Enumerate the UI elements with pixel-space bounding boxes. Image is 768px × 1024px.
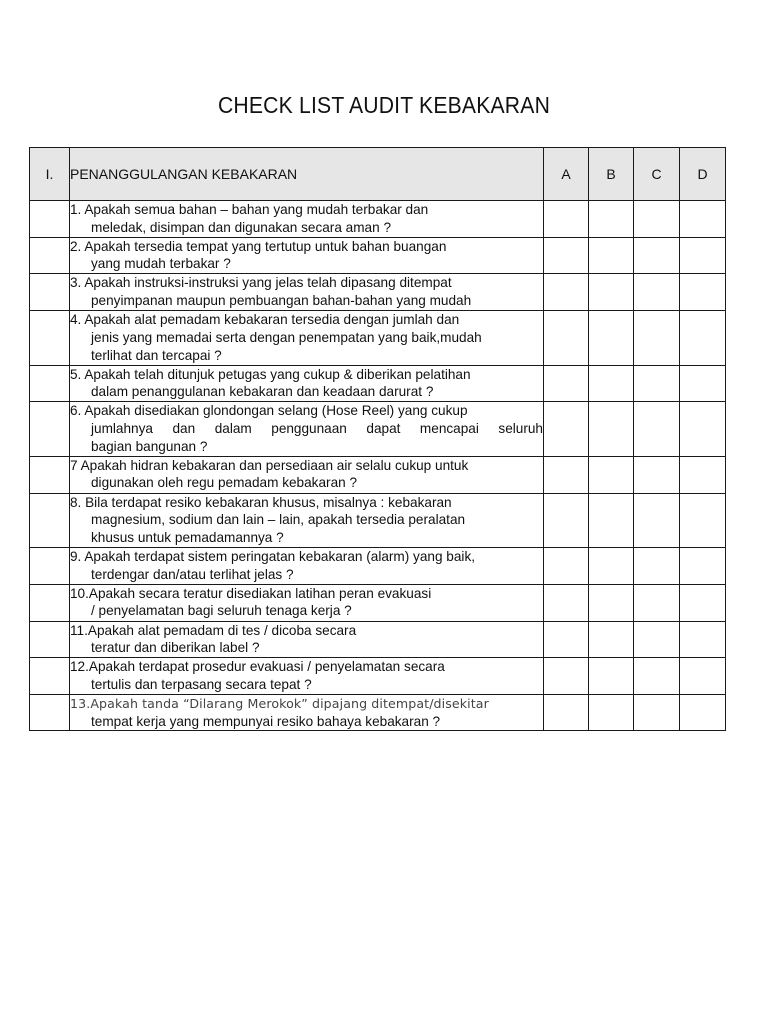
question-cell <box>70 201 544 238</box>
grade-cell-b[interactable] <box>589 493 634 547</box>
grade-cell-b[interactable] <box>589 201 634 238</box>
question-cell <box>70 311 544 365</box>
grade-cell-d[interactable] <box>680 237 726 274</box>
row-number-cell <box>30 621 70 658</box>
grade-cell-c[interactable] <box>634 365 680 402</box>
grade-cell-b[interactable] <box>589 402 634 456</box>
grade-cell-a[interactable] <box>544 621 589 658</box>
grade-cell-a[interactable] <box>544 201 589 238</box>
grade-column-d: D <box>680 148 726 201</box>
grade-column-b: B <box>589 148 634 201</box>
row-number-cell <box>30 311 70 365</box>
grade-cell-c[interactable] <box>634 274 680 311</box>
question-text-line: 9. Apakah terdapat sistem peringatan kebakaran (alarm) yang baik, <box>70 548 476 564</box>
grade-cell-b[interactable] <box>589 456 634 493</box>
question-cell <box>70 402 544 456</box>
grade-cell-a[interactable] <box>544 365 589 402</box>
question-cell <box>70 621 544 658</box>
question-text-line: 2. Apakah tersedia tempat yang tertutup untuk bahan buangan <box>70 238 447 254</box>
grade-column-a: A <box>544 148 589 201</box>
grade-cell-a[interactable] <box>544 493 589 547</box>
grade-cell-d[interactable] <box>680 274 726 311</box>
grade-cell-a[interactable] <box>544 456 589 493</box>
question-text-line: 1. Apakah semua bahan – bahan yang mudah terbakar dan <box>70 202 429 217</box>
row-number-cell <box>30 493 70 547</box>
table-row <box>30 456 726 493</box>
question-text-line: khusus untuk pemadamannya ? <box>91 530 284 546</box>
question-text-line: tertulis dan terpasang secara tepat ? <box>91 676 312 692</box>
grade-cell-d[interactable] <box>680 621 726 658</box>
question-text-line: / penyelamatan bagi seluruh tenaga kerja ? <box>91 603 352 619</box>
question-text-line: teratur dan diberikan label ? <box>91 640 260 656</box>
grade-cell-b[interactable] <box>589 621 634 658</box>
row-number-cell <box>30 456 70 493</box>
row-number-cell <box>30 237 70 274</box>
grade-cell-c[interactable] <box>634 547 680 584</box>
table-row <box>30 658 726 695</box>
question-text-line: 7 Apakah hidran kebakaran dan persediaan air selalu cukup untuk <box>70 457 469 473</box>
grade-cell-a[interactable] <box>544 658 589 695</box>
grade-cell-b[interactable] <box>589 365 634 402</box>
question-text-line: 11.Apakah alat pemadam di tes / dicoba secara <box>70 622 357 638</box>
question-text-line: terlihat dan tercapai ? <box>91 347 222 363</box>
question-cell <box>70 584 544 621</box>
grade-cell-b[interactable] <box>589 547 634 584</box>
question-cell <box>70 274 544 311</box>
question-cell <box>70 694 544 731</box>
section-number: I. <box>30 148 70 201</box>
grade-cell-c[interactable] <box>634 237 680 274</box>
row-number-cell <box>30 274 70 311</box>
grade-cell-d[interactable] <box>680 694 726 731</box>
question-cell <box>70 493 544 547</box>
section-title: PENANGGULANGAN KEBAKARAN <box>70 148 544 201</box>
question-text-line: yang mudah terbakar ? <box>91 256 231 272</box>
row-number-cell <box>30 547 70 584</box>
table-row <box>30 274 726 311</box>
grade-cell-a[interactable] <box>544 547 589 584</box>
question-text-line: 13.Apakah tanda “Dilarang Merokok” dipajang ditempat/disekitar <box>70 695 489 711</box>
grade-cell-a[interactable] <box>544 274 589 311</box>
table-row <box>30 694 726 731</box>
grade-cell-b[interactable] <box>589 311 634 365</box>
grade-cell-b[interactable] <box>589 694 634 731</box>
table-row <box>30 402 726 456</box>
question-text-line: 5. Apakah telah ditunjuk petugas yang cukup & diberikan pelatihan <box>70 366 471 382</box>
grade-cell-c[interactable] <box>634 621 680 658</box>
grade-cell-d[interactable] <box>680 658 726 695</box>
question-text-line: 3. Apakah instruksi-instruksi yang jelas telah dipasang ditempat <box>70 275 452 291</box>
grade-cell-a[interactable] <box>544 694 589 731</box>
question-text-line: 4. Apakah alat pemadam kebakaran tersedia dengan jumlah dan <box>70 312 460 328</box>
grade-cell-a[interactable] <box>544 311 589 365</box>
grade-cell-d[interactable] <box>680 311 726 365</box>
grade-cell-a[interactable] <box>544 584 589 621</box>
grade-cell-d[interactable] <box>680 201 726 238</box>
grade-cell-d[interactable] <box>680 365 726 402</box>
question-text-line: digunakan oleh regu pemadam kebakaran ? <box>91 475 358 491</box>
question-text-line: 6. Apakah disediakan glondongan selang (Hose Reel) yang cukup <box>70 403 468 419</box>
grade-cell-b[interactable] <box>589 274 634 311</box>
grade-cell-d[interactable] <box>680 402 726 456</box>
grade-cell-d[interactable] <box>680 456 726 493</box>
grade-cell-c[interactable] <box>634 456 680 493</box>
row-number-cell <box>30 584 70 621</box>
grade-cell-b[interactable] <box>589 237 634 274</box>
question-text-line: jenis yang memadai serta dengan penempatan yang baik,mudah <box>91 329 482 345</box>
table-header-row <box>30 148 726 201</box>
table-row <box>30 547 726 584</box>
question-text-line: 12.Apakah terdapat prosedur evakuasi / penyelamatan secara <box>70 659 445 675</box>
audit-checklist-table <box>29 147 726 731</box>
row-number-cell <box>30 402 70 456</box>
question-text-line: 8. Bila terdapat resiko kebakaran khusus, misalnya : kebakaran <box>70 494 452 510</box>
grade-cell-b[interactable] <box>589 658 634 695</box>
question-text-line: jumlahnya dan dalam penggunaan dapat mencapai seluruh <box>91 420 543 436</box>
question-text-line: dalam penanggulanan kebakaran dan keadaan darurat ? <box>91 384 434 400</box>
grade-cell-a[interactable] <box>544 402 589 456</box>
question-text-line: terdengar dan/atau terlihat jelas ? <box>91 566 294 582</box>
grade-cell-c[interactable] <box>634 493 680 547</box>
question-text-line: bagian bangunan ? <box>91 438 208 454</box>
table-row <box>30 621 726 658</box>
question-text-line: magnesium, sodium dan lain – lain, apakah tersedia peralatan <box>91 512 466 528</box>
table-row <box>30 311 726 365</box>
table-row <box>30 493 726 547</box>
grade-cell-a[interactable] <box>544 237 589 274</box>
question-cell <box>70 456 544 493</box>
grade-column-c: C <box>634 148 680 201</box>
question-text-line: tempat kerja yang mempunyai resiko bahaya kebakaran ? <box>91 713 441 729</box>
grade-cell-d[interactable] <box>680 584 726 621</box>
table-row <box>30 201 726 238</box>
table-row <box>30 365 726 402</box>
grade-cell-c[interactable] <box>634 201 680 238</box>
grade-cell-c[interactable] <box>634 658 680 695</box>
question-text-line: meledak, disimpan dan digunakan secara aman ? <box>91 219 392 235</box>
row-number-cell <box>30 694 70 731</box>
grade-cell-b[interactable] <box>589 584 634 621</box>
table-row <box>30 584 726 621</box>
grade-cell-c[interactable] <box>634 311 680 365</box>
question-text-line: 10.Apakah secara teratur disediakan latihan peran evakuasi <box>70 585 432 601</box>
grade-cell-d[interactable] <box>680 547 726 584</box>
question-text-line: penyimpanan maupun pembuangan bahan-bahan yang mudah <box>91 292 472 308</box>
grade-cell-c[interactable] <box>634 584 680 621</box>
row-number-cell <box>30 365 70 402</box>
row-number-cell <box>30 201 70 238</box>
question-cell <box>70 237 544 274</box>
page-title: CHECK LIST AUDIT KEBAKARAN <box>217 92 551 118</box>
table-row <box>30 237 726 274</box>
question-cell <box>70 365 544 402</box>
question-cell <box>70 547 544 584</box>
row-number-cell <box>30 658 70 695</box>
grade-cell-d[interactable] <box>680 493 726 547</box>
question-cell <box>70 658 544 695</box>
grade-cell-c[interactable] <box>634 694 680 731</box>
grade-cell-c[interactable] <box>634 402 680 456</box>
